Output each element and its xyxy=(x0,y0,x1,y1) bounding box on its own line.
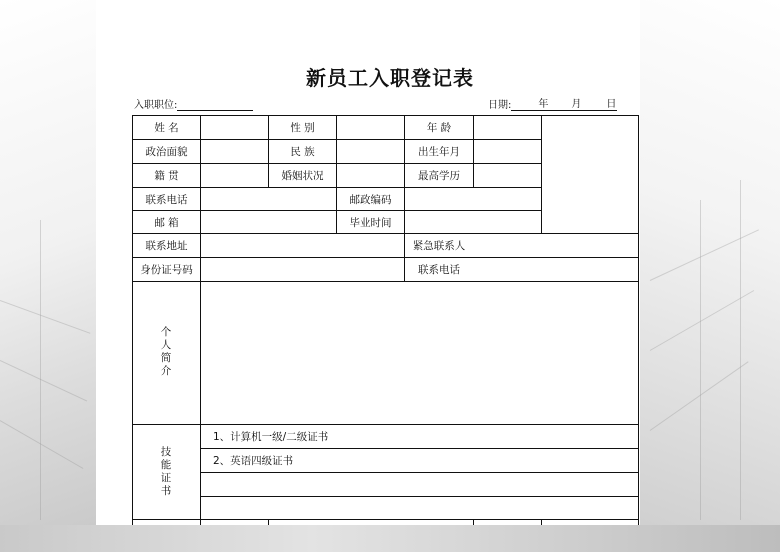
label-name: 姓 名 xyxy=(154,122,179,134)
label-emergency: 紧急联系人 xyxy=(412,240,466,252)
input-gender[interactable] xyxy=(337,116,404,139)
label-education: 最高学历 xyxy=(418,170,460,182)
date-month: 月 xyxy=(571,99,582,110)
label-intro-char: 个 xyxy=(160,326,172,338)
label-skills-char: 书 xyxy=(160,485,172,497)
label-id-number: 身份证号码 xyxy=(140,264,193,276)
label-age: 年 龄 xyxy=(426,122,452,134)
position-label: 入职职位: xyxy=(134,100,178,111)
input-native[interactable] xyxy=(201,164,268,187)
input-birth[interactable] xyxy=(474,140,541,163)
input-name[interactable] xyxy=(201,116,268,139)
input-age[interactable] xyxy=(474,116,541,139)
input-education[interactable] xyxy=(474,164,541,187)
skill-line-empty[interactable] xyxy=(201,473,638,496)
label-email: 邮 箱 xyxy=(154,216,179,229)
label-grad-time: 毕业时间 xyxy=(349,216,392,229)
input-intro[interactable] xyxy=(201,282,638,424)
label-address: 联系地址 xyxy=(145,240,188,252)
label-intro-char: 人 xyxy=(160,339,172,351)
label-political: 政治面貌 xyxy=(145,146,188,158)
label-phone-2: 联系电话 xyxy=(418,264,460,276)
label-gender: 性 别 xyxy=(290,122,315,134)
skill-line[interactable]: 1、计算机一级/二级证书 xyxy=(213,431,329,443)
label-skills-char: 技 xyxy=(160,446,172,458)
skill-line[interactable]: 2、英语四级证书 xyxy=(213,455,294,467)
label-ethnicity: 民 族 xyxy=(290,146,315,158)
input-id-number[interactable] xyxy=(201,258,404,281)
input-email[interactable] xyxy=(201,211,336,233)
photo-box[interactable] xyxy=(542,116,638,233)
label-skills-char: 证 xyxy=(160,472,172,484)
input-postcode[interactable] xyxy=(405,188,541,210)
label-marital: 婚姻状况 xyxy=(281,170,324,182)
input-emergency[interactable] xyxy=(474,234,638,257)
label-intro xyxy=(156,326,176,378)
label-skills-char: 能 xyxy=(160,459,172,471)
input-phone[interactable] xyxy=(201,188,336,210)
label-native: 籍 贯 xyxy=(154,170,179,182)
label-postcode: 邮政编码 xyxy=(349,193,392,206)
label-birth: 出生年月 xyxy=(418,146,460,158)
input-marital[interactable] xyxy=(337,164,404,187)
label-intro-char: 介 xyxy=(160,365,172,377)
date-day: 日 xyxy=(606,99,617,110)
date-label: 日期: xyxy=(488,100,512,111)
form-title: 新员工入职登记表 xyxy=(306,66,474,90)
label-skills xyxy=(156,446,176,498)
input-phone-2[interactable] xyxy=(474,258,638,281)
skill-line-empty[interactable] xyxy=(201,497,638,519)
label-phone: 联系电话 xyxy=(145,193,188,206)
input-ethnicity[interactable] xyxy=(337,140,404,163)
input-political[interactable] xyxy=(201,140,268,163)
label-intro-char: 简 xyxy=(160,352,172,364)
input-grad-time[interactable] xyxy=(405,211,541,233)
input-address[interactable] xyxy=(201,234,404,257)
date-year: 年 xyxy=(538,99,549,110)
